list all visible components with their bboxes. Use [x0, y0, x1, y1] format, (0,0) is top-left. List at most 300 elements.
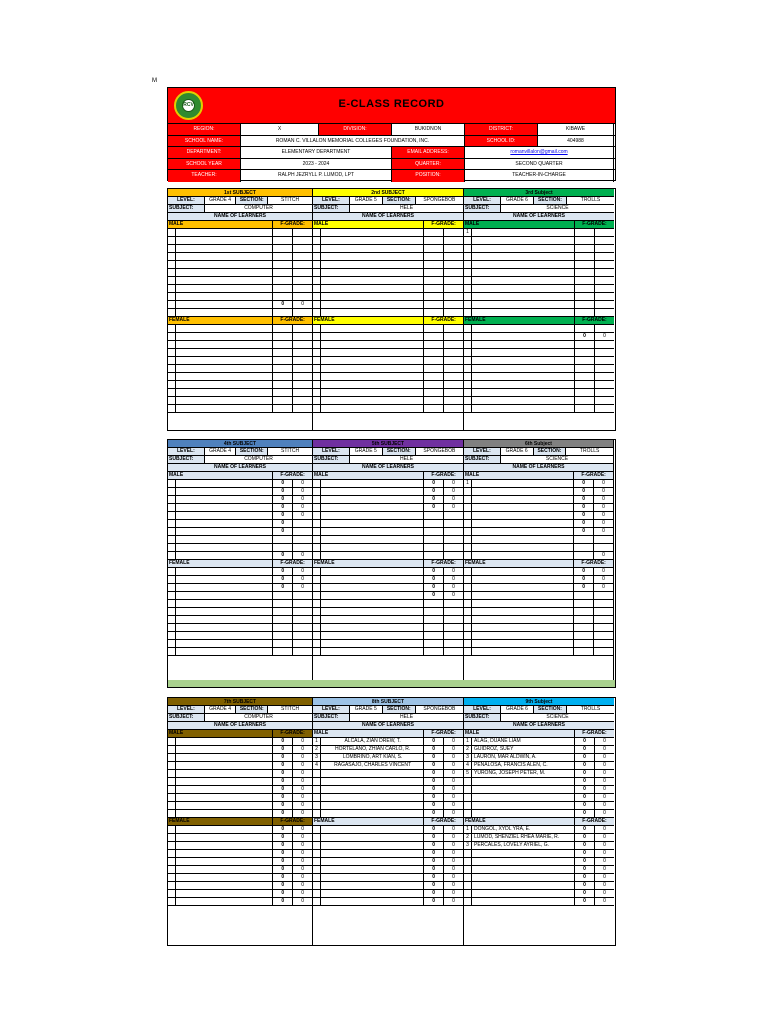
grade-value: [595, 405, 614, 412]
learner-number: [464, 341, 472, 348]
learner-row: [464, 253, 614, 261]
header-value: SECOND QUARTER: [465, 159, 614, 170]
fgrade-label: F-GRADE:: [581, 472, 606, 478]
learner-name: [472, 512, 574, 519]
final-grade: [574, 552, 594, 559]
final-grade: 0: [424, 770, 444, 777]
grade-value: 0: [301, 866, 304, 872]
learner-name: [472, 810, 575, 817]
grade-value: 0: [602, 584, 605, 590]
final-grade: 0: [574, 496, 594, 503]
learner-name: [472, 373, 575, 380]
learner-name: [176, 357, 273, 364]
learner-name: ALCALA, ZIAN DREW, T.: [321, 738, 424, 745]
learner-name: [472, 576, 574, 583]
learner-number: [168, 389, 176, 396]
subject-row: [313, 456, 463, 464]
grade-value: [293, 632, 312, 639]
learner-row: [464, 874, 614, 882]
learner-name: HORTELANO, ZHIAN CARLO, R.: [321, 746, 424, 753]
final-grade: [273, 253, 293, 260]
grade-value: 0: [452, 834, 455, 840]
grade-value: [293, 365, 312, 372]
learner-row: [313, 762, 463, 770]
learner-number: 1: [464, 229, 472, 236]
final-grade: 0: [273, 810, 293, 817]
learner-number: [313, 592, 321, 599]
final-grade: 0: [424, 592, 444, 599]
learner-number: [313, 778, 321, 785]
final-grade: 0: [424, 584, 444, 591]
grade-value: [444, 528, 463, 535]
final-grade: [424, 544, 444, 551]
learners-header-row: [464, 722, 614, 730]
grade-value: 0: [301, 480, 304, 486]
learner-name: [321, 584, 424, 591]
fgrade-label: F-GRADE:: [431, 730, 456, 736]
learner-number: [313, 616, 321, 623]
final-grade: [424, 616, 444, 623]
learner-name: [472, 624, 574, 631]
learner-number: [313, 285, 321, 292]
learner-name: [321, 608, 424, 615]
grade-value: [594, 600, 613, 607]
learner-number: [464, 552, 472, 559]
fgrade-label: F-GRADE:: [431, 818, 456, 824]
learner-row: [313, 640, 463, 648]
learner-number: [168, 381, 176, 388]
level-row: [168, 706, 312, 714]
learner-number: [464, 293, 472, 300]
final-grade: [575, 397, 595, 404]
learner-name: [176, 341, 273, 348]
grade-value: [444, 341, 463, 348]
male-label: MALE: [168, 730, 273, 737]
learner-row: [313, 341, 463, 349]
learner-row: [313, 389, 463, 397]
grade-value: [595, 325, 614, 332]
learner-number: [168, 874, 176, 881]
learner-name: [321, 520, 424, 527]
grade-value: [293, 285, 312, 292]
final-grade: 0: [424, 754, 444, 761]
learner-name: [472, 365, 575, 372]
female-header-row: [313, 317, 463, 325]
learner-name: [472, 405, 575, 412]
learner-row: [464, 301, 614, 309]
learner-name: [472, 600, 574, 607]
learner-row: [464, 770, 614, 778]
learner-row: [313, 608, 463, 616]
learner-number: [464, 576, 472, 583]
learner-name: [321, 285, 424, 292]
learner-number: [464, 850, 472, 857]
final-grade: 0: [575, 882, 595, 889]
level-value: GRADE 6: [501, 706, 534, 713]
learner-name: [176, 850, 273, 857]
learner-name: [176, 608, 273, 615]
grade-value: 0: [452, 810, 455, 816]
learner-row: [168, 381, 312, 389]
final-grade: [424, 229, 444, 236]
grade-value: 0: [452, 874, 455, 880]
male-label: MALE: [313, 472, 424, 479]
learner-row: [464, 373, 614, 381]
header-row: [168, 170, 615, 182]
learner-name: [321, 512, 424, 519]
section-label: SECTION:: [383, 197, 416, 204]
subject-value: COMPUTER: [244, 205, 273, 211]
final-grade: 0: [424, 480, 444, 487]
final-grade: 0: [424, 762, 444, 769]
learner-name: [176, 381, 273, 388]
header-value[interactable]: romanvillalon@gmail.com: [465, 147, 614, 158]
learner-row: [313, 882, 463, 890]
subject-title: 2nd SUBJECT: [313, 189, 463, 197]
grade-value: [444, 245, 463, 252]
learner-number: [313, 405, 321, 412]
learner-name: [321, 778, 424, 785]
learner-number: [168, 480, 176, 487]
final-grade: 0: [273, 480, 293, 487]
learner-row: [168, 389, 312, 397]
learner-row: [313, 632, 463, 640]
fgrade-label: F-GRADE:: [582, 730, 607, 736]
learner-row: [313, 512, 463, 520]
learner-number: [168, 810, 176, 817]
final-grade: 0: [273, 778, 293, 785]
grade-value: [293, 341, 312, 348]
final-grade: [273, 333, 293, 340]
learner-name: [176, 810, 273, 817]
final-grade: 0: [273, 794, 293, 801]
grade-value: 0: [452, 786, 455, 792]
learner-number: [464, 898, 472, 905]
learner-name: [321, 640, 424, 647]
learner-name: [472, 874, 575, 881]
learners-header-row: [464, 213, 614, 221]
subject-title: 9th Subject: [464, 698, 614, 706]
final-grade: [574, 648, 594, 655]
header-value: X: [241, 124, 319, 135]
learner-number: [313, 890, 321, 897]
final-grade: 0: [424, 882, 444, 889]
final-grade: 0: [273, 520, 293, 527]
learner-name: [472, 568, 574, 575]
learner-number: [313, 480, 321, 487]
learner-row: [168, 520, 312, 528]
section-label: SECTION:: [236, 197, 268, 204]
logo-text: RCV: [182, 99, 195, 112]
final-grade: [424, 520, 444, 527]
learner-row: [464, 778, 614, 786]
learner-number: [313, 488, 321, 495]
learner-number: [168, 373, 176, 380]
learner-row: [168, 269, 312, 277]
grade-value: 0: [301, 802, 304, 808]
learner-row: [313, 584, 463, 592]
grade-value: 0: [603, 826, 606, 832]
final-grade: [424, 397, 444, 404]
final-grade: [575, 285, 595, 292]
final-grade: [424, 552, 444, 559]
subjects-block-2: [167, 439, 616, 688]
learner-name: PERCALES, LOVELY AYRIEL, G.: [472, 842, 575, 849]
learner-number: [313, 632, 321, 639]
female-header-row: [464, 317, 614, 325]
grade-value: 0: [603, 858, 606, 864]
learner-row: [168, 405, 312, 413]
grade-value: 0: [602, 488, 605, 494]
learner-name: [321, 568, 424, 575]
learner-number: [464, 373, 472, 380]
learner-name: [321, 874, 424, 881]
grade-value: [444, 616, 463, 623]
final-grade: [575, 357, 595, 364]
final-grade: 0: [273, 890, 293, 897]
learner-number: [313, 341, 321, 348]
grade-value: [444, 261, 463, 268]
grade-value: [444, 632, 463, 639]
learner-number: 1: [464, 826, 472, 833]
final-grade: [424, 237, 444, 244]
learner-name: [321, 552, 424, 559]
learner-name: [176, 738, 273, 745]
learner-number: [313, 504, 321, 511]
learner-name: [321, 834, 424, 841]
learner-row: [168, 794, 312, 802]
learner-row: [168, 496, 312, 504]
grade-value: 0: [452, 802, 455, 808]
learner-number: [168, 778, 176, 785]
final-grade: 0: [273, 802, 293, 809]
grade-value: 0: [602, 504, 605, 510]
learner-name: [472, 786, 575, 793]
final-grade: [574, 608, 594, 615]
final-grade: 0: [424, 504, 444, 511]
learner-name: [321, 293, 424, 300]
learner-name: [176, 778, 273, 785]
final-grade: [273, 293, 293, 300]
learner-row: [313, 520, 463, 528]
subject-label: SUBJECT:: [168, 456, 205, 463]
learner-row: [313, 874, 463, 882]
final-grade: 0: [575, 858, 595, 865]
final-grade: [575, 325, 595, 332]
learner-row: [464, 229, 614, 237]
section-label: SECTION:: [236, 706, 268, 713]
learner-row: [168, 882, 312, 890]
learner-row: [464, 866, 614, 874]
learner-name: [176, 568, 273, 575]
learner-name: [321, 850, 424, 857]
grade-value: [444, 544, 463, 551]
learner-name: [321, 810, 424, 817]
grade-value: [595, 285, 614, 292]
final-grade: 0: [424, 496, 444, 503]
learner-name: [176, 770, 273, 777]
learner-name: [321, 357, 424, 364]
learner-number: [168, 341, 176, 348]
level-row: [168, 448, 312, 456]
grade-value: 0: [452, 866, 455, 872]
grade-value: 0: [301, 496, 304, 502]
learner-number: [313, 496, 321, 503]
grade-value: 0: [603, 762, 606, 768]
subject-panel: [464, 189, 614, 430]
learner-row: [313, 269, 463, 277]
final-grade: 0: [273, 496, 293, 503]
learner-row: [313, 293, 463, 301]
header-label: SCHOOL YEAR: [168, 159, 241, 170]
final-grade: 0: [575, 786, 595, 793]
grade-value: 0: [452, 496, 455, 502]
learner-row: [464, 381, 614, 389]
learner-name: [176, 293, 273, 300]
level-label: LEVEL:: [464, 448, 501, 455]
final-grade: 0: [273, 858, 293, 865]
learner-row: [168, 608, 312, 616]
grade-value: 0: [603, 746, 606, 752]
learner-number: [464, 301, 472, 308]
name-of-learners-label: NAME OF LEARNERS: [313, 213, 463, 220]
header-label: DISTRICT:: [465, 124, 538, 135]
learner-name: [176, 301, 273, 308]
learner-name: [472, 858, 575, 865]
grade-value: 0: [452, 882, 455, 888]
learner-row: [168, 325, 312, 333]
final-grade: [575, 365, 595, 372]
final-grade: 0: [273, 882, 293, 889]
learner-row: [313, 802, 463, 810]
final-grade: [424, 293, 444, 300]
grade-value: 0: [301, 552, 304, 558]
grade-value: 0: [603, 898, 606, 904]
grade-value: 0: [301, 810, 304, 816]
learner-row: [464, 341, 614, 349]
name-of-learners-label: NAME OF LEARNERS: [464, 213, 614, 220]
learner-row: [464, 512, 613, 520]
section-value: STITCH: [281, 448, 300, 454]
learner-number: [464, 624, 472, 631]
learner-row: [464, 389, 614, 397]
female-header-row: [313, 818, 463, 826]
male-header-row: [313, 221, 463, 229]
learner-row: [464, 536, 613, 544]
learner-name: [321, 341, 424, 348]
header-value: ROMAN C. VILLALON MEMORIAL COLLEGES FOUNDATION, INC.: [241, 136, 465, 147]
learner-row: [168, 397, 312, 405]
final-grade: [574, 640, 594, 647]
level-value: GRADE 4: [205, 197, 237, 204]
grade-value: 0: [603, 754, 606, 760]
grade-value: [444, 397, 463, 404]
learner-row: [313, 866, 463, 874]
final-grade: 0: [424, 834, 444, 841]
grade-value: 0: [603, 850, 606, 856]
learner-name: [472, 608, 574, 615]
learner-number: [168, 504, 176, 511]
learner-number: [168, 349, 176, 356]
learner-number: [168, 850, 176, 857]
final-grade: 0: [424, 866, 444, 873]
learner-number: [168, 640, 176, 647]
learner-number: 1: [464, 480, 472, 487]
final-grade: [574, 616, 594, 623]
section-value: TROLLS: [580, 197, 601, 203]
learner-number: [464, 584, 472, 591]
learner-row: [313, 754, 463, 762]
learner-row: [464, 269, 614, 277]
learner-row: [313, 357, 463, 365]
female-label: FEMALE: [313, 560, 424, 567]
final-grade: 0: [575, 802, 595, 809]
grade-value: [293, 381, 312, 388]
learner-row: [313, 834, 463, 842]
learner-name: [472, 850, 575, 857]
learner-number: [168, 746, 176, 753]
grade-value: 0: [301, 770, 304, 776]
final-grade: 0: [574, 568, 594, 575]
final-grade: [424, 373, 444, 380]
learner-number: [313, 293, 321, 300]
learner-row: [168, 624, 312, 632]
final-grade: 0: [574, 576, 594, 583]
final-grade: 0: [574, 512, 594, 519]
final-grade: [273, 341, 293, 348]
final-grade: [575, 237, 595, 244]
learner-number: [313, 882, 321, 889]
final-grade: [424, 269, 444, 276]
learner-number: [168, 584, 176, 591]
learner-row: [313, 600, 463, 608]
learner-name: [321, 648, 424, 655]
grade-value: [444, 405, 463, 412]
fgrade-label: F-GRADE:: [431, 560, 456, 566]
learner-number: [313, 640, 321, 647]
final-grade: 0: [273, 898, 293, 905]
grade-value: [444, 357, 463, 364]
learner-name: PEÑALOSA, FRANCIS ALEN, C.: [472, 762, 575, 769]
learner-name: [321, 245, 424, 252]
learner-number: [464, 261, 472, 268]
learner-name: [472, 544, 574, 551]
header-value: TEACHER-IN-CHARGE: [465, 170, 614, 182]
final-grade: 0: [575, 842, 595, 849]
final-grade: [273, 357, 293, 364]
learner-name: [176, 488, 273, 495]
grade-value: 0: [301, 826, 304, 832]
learner-row: [464, 632, 613, 640]
learner-number: [313, 520, 321, 527]
learner-row: [464, 552, 613, 560]
level-value: GRADE 4: [205, 706, 237, 713]
learner-number: [464, 882, 472, 889]
learners-header-row: [313, 213, 463, 221]
learner-row: [313, 229, 463, 237]
grade-value: 0: [602, 480, 605, 486]
learner-number: [313, 349, 321, 356]
final-grade: [424, 309, 444, 316]
learner-row: [464, 786, 614, 794]
learner-name: [321, 826, 424, 833]
learner-row: [313, 592, 463, 600]
level-value: GRADE 5: [350, 197, 383, 204]
subject-row: [168, 456, 312, 464]
grade-value: 0: [603, 874, 606, 880]
learner-number: 1: [464, 738, 472, 745]
learner-number: [464, 874, 472, 881]
